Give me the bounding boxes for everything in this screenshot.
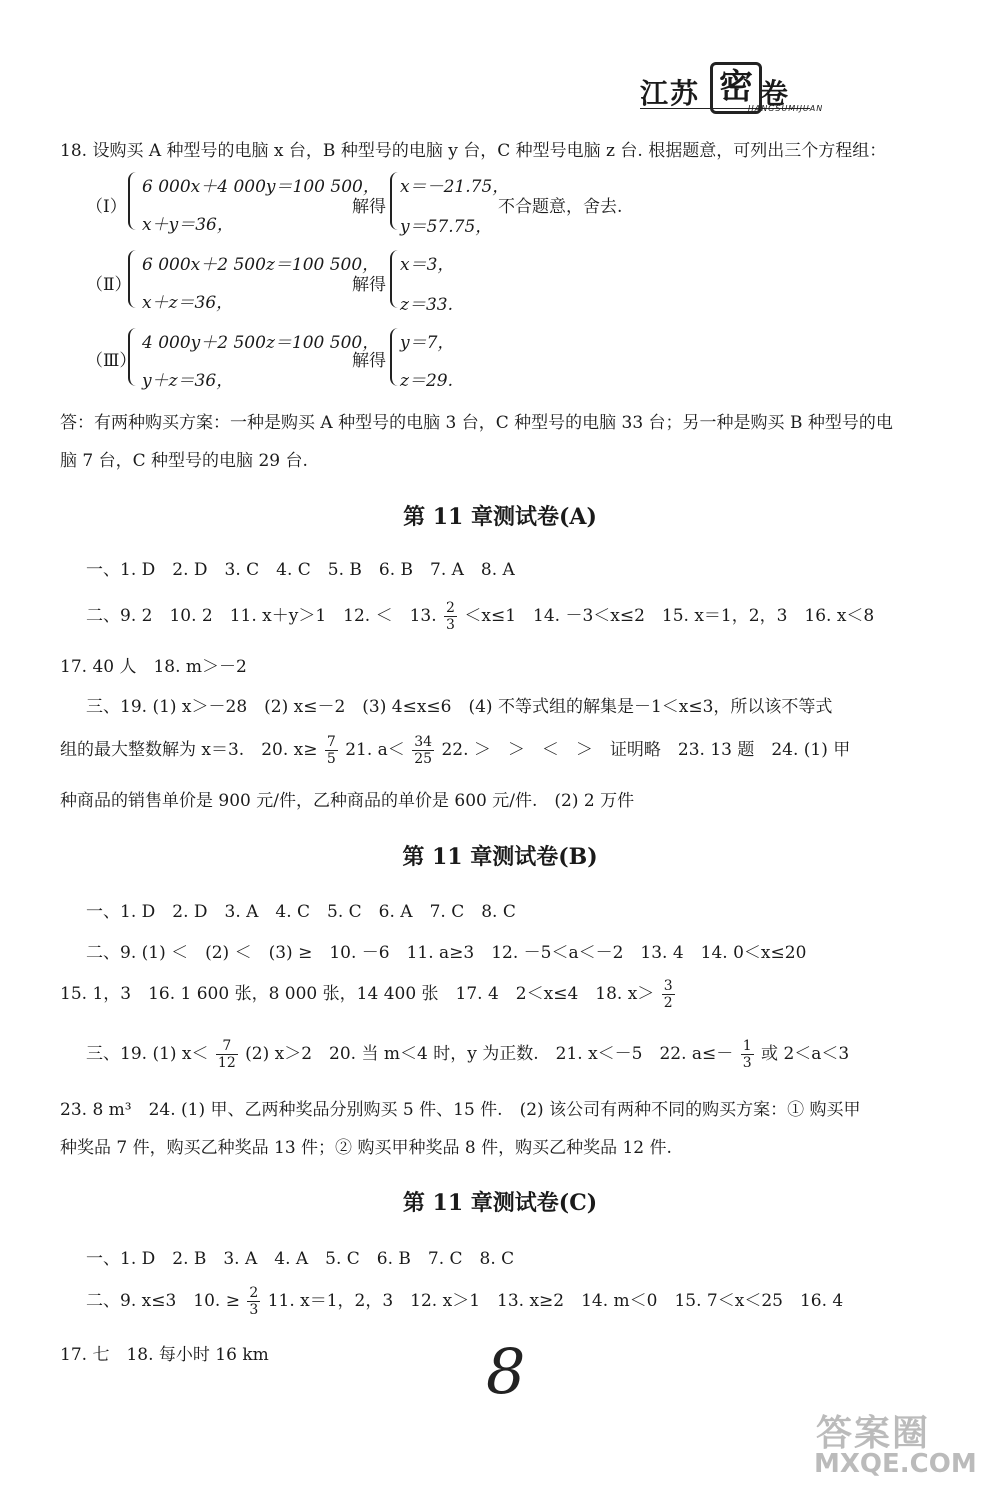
frac-10	[247, 1285, 260, 1318]
sys1-eq1: 6 000x＋4 000y＝100 500，	[142, 177, 380, 197]
frac-22	[741, 1038, 754, 1071]
section-a-line5-part1: 组的最大整数解为 x＝3. 20. x≥	[60, 740, 318, 760]
section-a-line5-part2: 21. a＜	[345, 740, 405, 760]
section-b-line5: 23. 8 m³ 24. (1) 甲、乙两种奖品分别购买 5 件、15 件. (2) 该公司有两种不同的购买方案：① 购买甲	[60, 1100, 861, 1120]
section-a-line6: 种商品的销售单价是 900 元/件，乙种商品的单价是 600 元/件. (2) 2 万件	[60, 791, 635, 811]
logo-text: 江苏	[640, 77, 701, 110]
logo-pinyin: JIANGSUMIJUAN	[748, 104, 824, 113]
sys2-sol1: x＝3，	[400, 255, 455, 275]
section-c-line2-part1: 二、9. x≤3 10. ≥	[86, 1291, 240, 1311]
section-a-title: 第 11 章测试卷(A)	[403, 504, 597, 530]
logo-mi-seal: 密	[710, 62, 762, 114]
sys3-eq1: 4 000y＋2 500z＝100 500，	[142, 333, 380, 353]
watermark-bottom: MXQE.COM	[814, 1449, 977, 1479]
frac-18-num: 3	[663, 978, 673, 994]
logo-juan: 卷	[760, 77, 791, 110]
sys2-eq1: 6 000x＋2 500z＝100 500，	[142, 255, 380, 275]
frac-18	[662, 978, 675, 1011]
section-a-line5-part3: 22. ＞ ＞ ＜ ＞ 证明略 23. 13 题 24. (1) 甲	[441, 740, 851, 760]
section-a-line3: 17. 40 人 18. m＞－2	[60, 657, 247, 677]
sys3-brace	[128, 328, 140, 386]
frac-20-num: 7	[326, 734, 336, 750]
q18-intro: 18. 设购买 A 种型号的电脑 x 台，B 种型号的电脑 y 台，C 种型号电脑 z 台. 根据题意，可列出三个方程组：	[60, 141, 887, 161]
section-b-line1: 一、1. D 2. D 3. A 4. C 5. C 6. A 7. C 8. C	[86, 902, 516, 922]
section-a-line2	[86, 600, 874, 633]
sys3-sol1: y＝7，	[400, 333, 455, 353]
sys1-sol1: x＝－21.75，	[400, 177, 510, 197]
section-a-line2-part2: ＜x≤1 14. －3＜x≤2 15. x＝1，2，3 16. x＜8	[464, 606, 875, 626]
watermark-top: 答案圈	[816, 1412, 931, 1454]
frac-22-den: 3	[742, 1055, 752, 1071]
sys2-brace	[128, 250, 140, 308]
sys3-label: （Ⅲ）	[86, 351, 137, 371]
sys1-solve: 解得	[352, 197, 386, 217]
header-logo	[640, 67, 824, 120]
section-b-line4-part2: (2) x＞2 20. 当 m＜4 时，y 为正数. 21. x＜－5 22. a≤－	[245, 1044, 734, 1064]
section-b-line4	[86, 1038, 849, 1071]
frac-22-num: 1	[742, 1038, 752, 1054]
frac-19-num: 7	[216, 1038, 238, 1055]
sys1-label: （Ⅰ）	[86, 197, 127, 217]
section-a-line5	[60, 734, 850, 767]
sys2-solve: 解得	[352, 275, 386, 295]
frac-13	[444, 600, 457, 633]
sys2-sol2: z＝33.	[400, 295, 453, 315]
sys3-solve: 解得	[352, 351, 386, 371]
frac-21-num: 34	[414, 734, 433, 750]
frac-13-den: 3	[446, 617, 455, 633]
section-a-line4: 三、19. (1) x＞－28 (2) x≤－2 (3) 4≤x≤6 (4) 不等式组的解集是－1＜x≤3，所以该不等式	[86, 697, 833, 717]
handwritten-page-number: 8	[486, 1335, 526, 1408]
sys1-brace	[128, 172, 140, 230]
q18-answer-line2: 脑 7 台，C 种型号的电脑 29 台.	[60, 451, 308, 471]
frac-20	[325, 734, 338, 767]
section-b-line3-part1: 15. 1，3 16. 1 600 张，8 000 张，14 400 张 17. 4 2＜x≤4 18. x＞	[60, 984, 655, 1004]
section-c-title: 第 11 章测试卷(C)	[402, 1190, 598, 1216]
section-b-line6: 种奖品 7 件，购买乙种奖品 13 件；② 购买甲种奖品 8 件，购买乙种奖品 12 件.	[60, 1138, 672, 1158]
section-b-line4-part1: 三、19. (1) x＜	[86, 1044, 209, 1064]
sys3-eq2: y＋z＝36，	[142, 371, 234, 391]
frac-13-num: 2	[446, 600, 455, 616]
sys1-sol2: y＝57.75，	[400, 217, 493, 237]
section-a-line1: 一、1. D 2. D 3. C 4. C 5. B 6. B 7. A 8. A	[86, 560, 515, 580]
frac-21	[412, 734, 434, 767]
sys1-note: 不合题意，舍去.	[498, 197, 623, 217]
q18-answer-line1: 答：有两种购买方案：一种是购买 A 种型号的电脑 3 台，C 种型号的电脑 33 台；另一种是购买 B 种型号的电	[60, 413, 893, 433]
frac-19	[216, 1038, 238, 1071]
sys1-eq2: x＋y＝36，	[142, 215, 234, 235]
watermark	[810, 1405, 990, 1480]
section-c-line3: 17. 七 18. 每小时 16 km	[60, 1345, 269, 1365]
section-a-line2-part1: 二、9. 2 10. 2 11. x＋y＞1 12. ＜ 13.	[86, 606, 437, 626]
section-b-line2: 二、9. (1) ＜ (2) ＜ (3) ≥ 10. －6 11. a≥3 12. －5＜a＜－2 13. 4 14. 0＜x≤20	[86, 943, 807, 963]
section-b-title: 第 11 章测试卷(B)	[402, 844, 598, 870]
sys3-sol2: z＝29.	[400, 371, 453, 391]
section-b-line4-part3: 或 2＜a＜3	[761, 1044, 850, 1064]
frac-21-den: 25	[414, 751, 433, 767]
section-b-line3	[60, 978, 677, 1011]
section-c-line1: 一、1. D 2. B 3. A 4. A 5. C 6. B 7. C 8. C	[86, 1249, 515, 1269]
frac-20-den: 5	[326, 751, 336, 767]
frac-19-den: 12	[217, 1055, 236, 1071]
frac-10-num: 2	[249, 1285, 259, 1301]
sys2-label: （Ⅱ）	[86, 275, 132, 295]
section-c-line2	[86, 1285, 843, 1318]
sys2-eq2: x＋z＝36，	[142, 293, 234, 313]
section-c-line2-part2: 11. x＝1，2，3 12. x＞1 13. x≥2 14. m＜0 15. 7＜x＜25 16. 4	[267, 1291, 844, 1311]
frac-18-den: 2	[663, 995, 673, 1011]
frac-10-den: 3	[249, 1302, 259, 1318]
